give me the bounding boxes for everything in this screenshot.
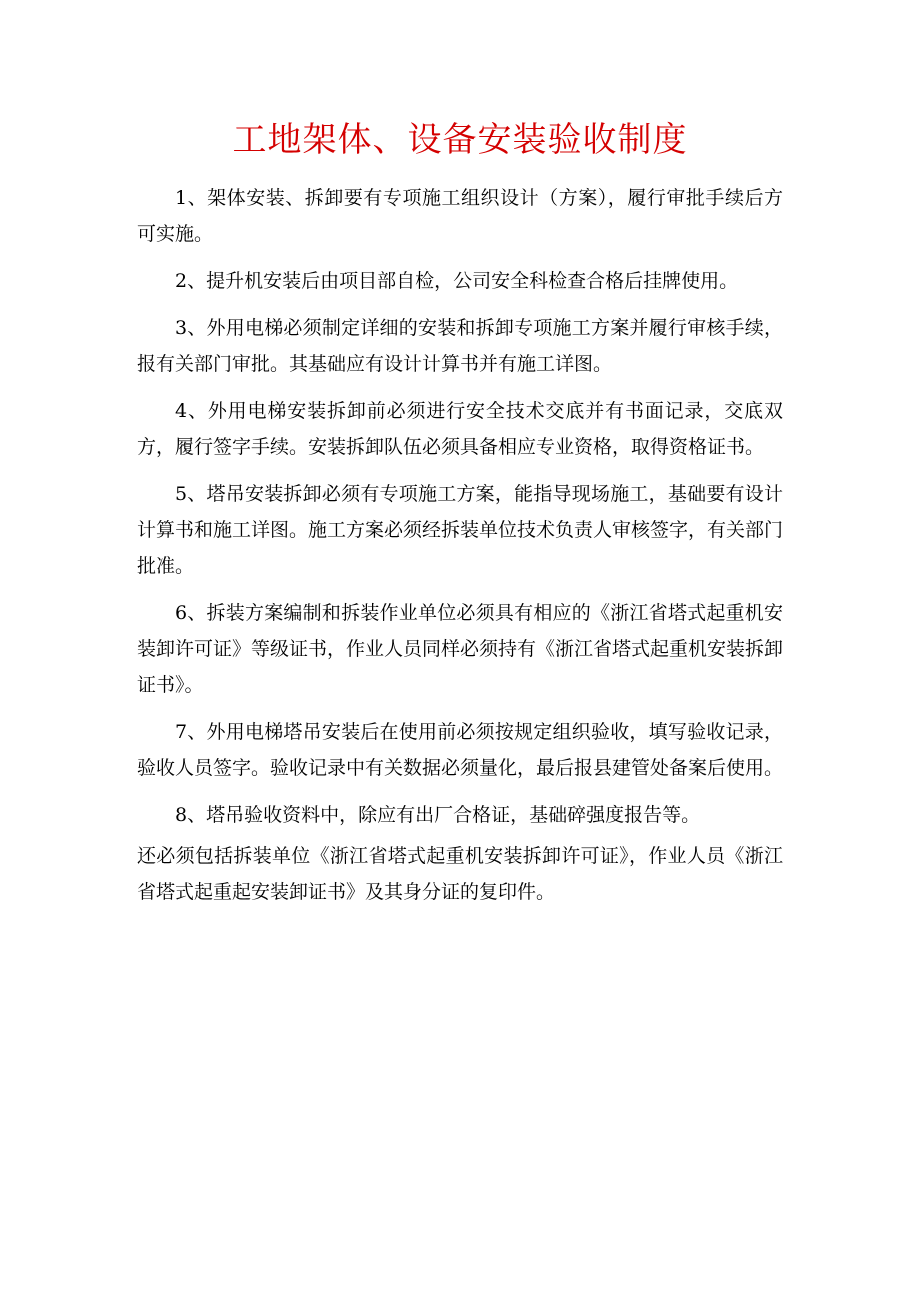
paragraph-4: 4、外用电梯安装拆卸前必须进行安全技术交底并有书面记录，交底双方，履行签字手续。安装拆卸队伍必须具备相应专业资格，取得资格证书。 <box>137 400 783 458</box>
paragraph-6: 6、拆装方案编制和拆装作业单位必须具有相应的《浙江省塔式起重机安装卸许可证》等级证书，作业人员同样必须持有《浙江省塔式起重机安装拆卸证书》。 <box>137 602 784 696</box>
paragraph-3: 3、外用电梯必须制定详细的安装和拆卸专项施工方案并履行审核手续，报有关部门审批。其基础应有设计计算书并有施工详图。 <box>137 317 783 375</box>
paragraph-8-continuation: 还必须包括拆装单位《浙江省塔式起重机安装拆卸许可证》，作业人员《浙江省塔式起重起安装卸证书》及其身分证的复印件。 <box>137 845 783 903</box>
paragraph-5: 5、塔吊安装拆卸必须有专项施工方案，能指导现场施工，基础要有设计计算书和施工详图。施工方案必须经拆装单位技术负责人审核签字，有关部门批准。 <box>137 483 784 577</box>
document-title: 工地架体、设备安装验收制度 <box>232 120 688 160</box>
paragraph-1: 1、架体安装、拆卸要有专项施工组织设计（方案），履行审批手续后方可实施。 <box>137 187 783 245</box>
paragraph-8: 8、塔吊验收资料中，除应有出厂合格证，基础碎强度报告等。 <box>175 804 701 826</box>
paragraph-2: 2、提升机安装后由项目部自检，公司安全科检查合格后挂牌使用。 <box>175 270 739 292</box>
paragraph-7: 7、外用电梯塔吊安装后在使用前必须按规定组织验收，填写验收记录，验收人员签字。验收记录中有关数据必须量化，最后报县建管处备案后使用。 <box>137 721 784 779</box>
